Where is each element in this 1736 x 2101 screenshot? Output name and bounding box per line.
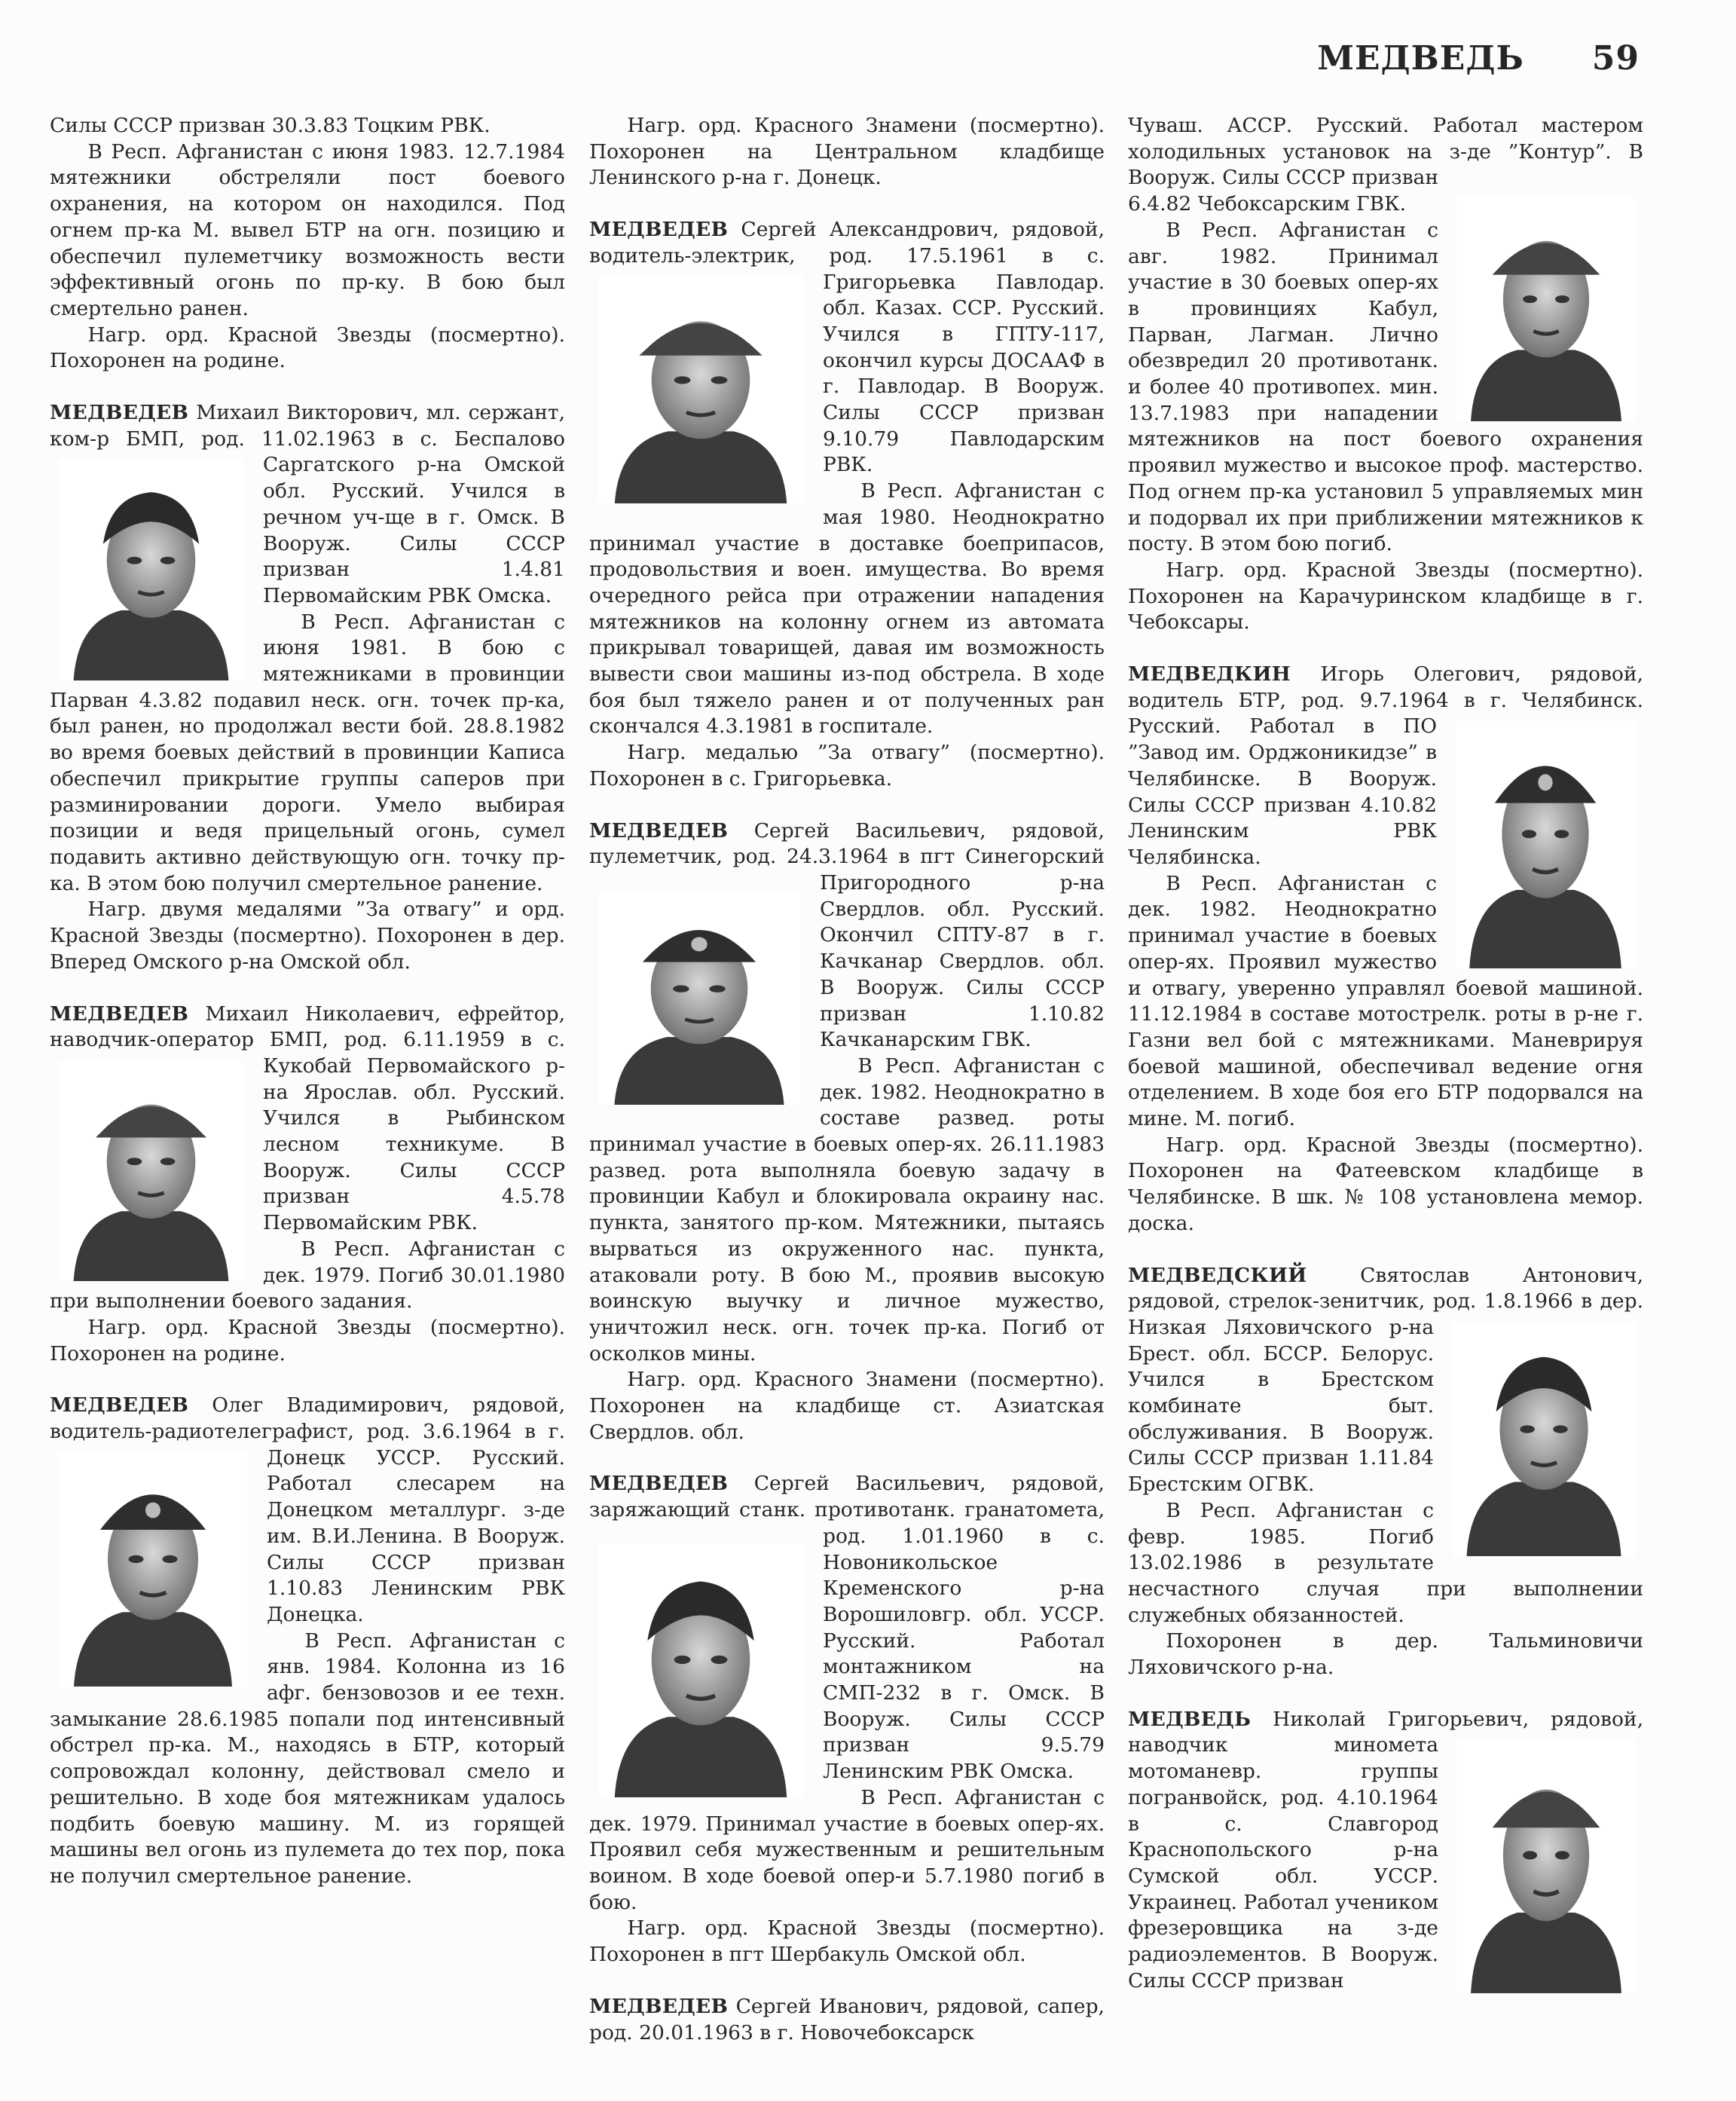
running-head-title: МЕДВЕДЬ [1317, 39, 1524, 78]
entry-intro-text: Святослав Антонович, рядовой, стрелок-зенитчик, род. 1.8.1966 в дер. Низкая Ляховичского р-на Брест. обл. БССР. Белорус. Учился в Брестском комбинате быт. обслуживания. В Вооруж. Силы СССР призван 1.11.84 Брестским ОГВК. [1128, 1263, 1643, 1497]
portrait-photo [1455, 720, 1636, 968]
entry-paragraph: Нагр. орд. Красной Звезды (посмертно). Похоронен на родине. [50, 1315, 565, 1365]
entry-surname: МЕДВЕДСКИЙ [1128, 1263, 1307, 1287]
entry-paragraph: Нагр. медалью ”За отвагу” (посмертно). Похоронен в с. Григорьевка. [589, 741, 1105, 791]
column-3 [1128, 113, 1643, 2020]
entry-paragraph: В Респ. Афганистан с янв. 1984. Колонна из 16 афг. бензовозов и ее техн. замыкание 28.6.1985 попали под интенсивный обстрел пр-ка. М., находясь в БТР, который сопровождал колонну, действовал смело и решительно. В ходе боя мятежникам удалось подбить боевую машину. М. из горящей машины вел огонь из пулемета до тех пор, пока не получил смертельное ранение. [50, 1629, 565, 1888]
biography-entry [50, 1393, 565, 1889]
biography-entry-continuation [1128, 113, 1643, 636]
entry-paragraph: Нагр. орд. Красной Звезды (посмертно). Похоронен на родине. [50, 323, 565, 373]
entry-intro-text: Михаил Николаевич, ефрейтор, наводчик-оператор БМП, род. 6.11.1959 в с. Кукобай Первомайского р-на Ярослав. обл. Русский. Учился в Рыбинском лесном техникуме. В Вооруж. Силы СССР призван 4.5.78 Первомайским РВК. [50, 1002, 565, 1235]
biography-entry-continuation [50, 113, 565, 375]
entry-surname: МЕДВЕДЕВ [50, 401, 189, 425]
entry-surname: МЕДВЕДКИН [1128, 662, 1291, 687]
entry-paragraph: В Респ. Афганистан с дек. 1979. Принимал участие в боевых опер-ях. Проявил себя мужественным и решительным воином. В ходе боевой опер-и 5.7.1980 погиб в бою. [589, 1785, 1105, 1914]
portrait-photo [598, 1543, 803, 1797]
entry-paragraph: В Респ. Афганистан с июня 1983. 12.7.1984 мятежники обстреляли пост боевого охранения, на котором он находился. Под огнем пр-ка М. вывел БТР на огн. позицию и обеспечил пулеметчику возможность вести эффективный огонь по пр-ку. В бою был смертельно ранен. [50, 139, 565, 320]
entry-paragraph: Нагр. орд. Красного Знамени (посмертно). Похоронен на кладбище ст. Азиатская Свердлов. обл. [589, 1368, 1105, 1444]
portrait-photo [59, 459, 243, 680]
entry-surname: МЕДВЕДЕВ [589, 218, 729, 242]
entry-intro-text: Николай Григорьевич, рядовой, наводчик миномета мотоманевр. группы погранвойск, род. 4.10.1964 в с. Славгород Краснопольского р-на Сумской обл. УССР. Украинец. Работал учеником фрезеровщика на з-де радиоэлементов. В Вооруж. Силы СССР призван [1128, 1707, 1643, 1992]
biography-entry [50, 1002, 565, 1368]
column-2 [589, 113, 1105, 2072]
portrait-photo [59, 1060, 243, 1281]
portrait-photo [1456, 196, 1636, 421]
entry-intro [589, 1994, 1105, 2046]
entry-paragraph: Силы СССР призван 30.3.83 Тоцким РВК. [50, 114, 491, 137]
entry-paragraph: В Респ. Афганистан с дек. 1982. Неоднократно в составе развед. роты принимал участие в боевых опер-ях. 26.11.1983 развед. рота выполняла боевую задачу в провинции Кабул и блокировала окраину нас. пункта, занятого пр-ком. Мятежники, пытаясь вырваться из окруженного нас. пункта, атаковали роту. В бою М., проявив высокую воинскую выучку и личное мужество, уничтожил неск. огн. точек пр-ка. Погиб от осколков мины. [589, 1054, 1105, 1365]
entry-paragraph: Нагр. орд. Красного Знамени (посмертно). Похоронен на Центральном кладбище Ленинского р-на г. Донецк. [589, 114, 1105, 190]
portrait-photo [598, 891, 800, 1105]
portrait-photo [598, 276, 803, 503]
portrait-photo [1452, 1322, 1636, 1556]
biography-entry [50, 400, 565, 975]
entry-paragraph: Чуваш. АССР. Русский. Работал мастером холодильных установок на з-де ”Контур”. В Вооруж. Силы СССР призван 6.4.82 Чебоксарским ГВК. [1128, 114, 1643, 216]
entry-intro-text: Сергей Александрович, рядовой, водитель-электрик, род. 17.5.1961 в с. Григорьевка Павлодар. обл. Казах. ССР. Русский. Учился в ГПТУ-117, окончил курсы ДОСААФ в г. Павлодар. В Вооруж. Силы СССР призван 9.10.79 Павлодарским РВК. [589, 218, 1105, 477]
entry-surname: МЕДВЕДЕВ [50, 1002, 189, 1026]
running-head [1317, 39, 1640, 78]
entry-surname: МЕДВЕДЕВ [589, 818, 729, 843]
entry-surname: МЕДВЕДЕВ [50, 1393, 189, 1417]
entry-paragraph: В Респ. Афганистан с дек. 1979. Погиб 30.01.1980 при выполнении боевого задания. [50, 1237, 565, 1314]
portrait-photo [59, 1451, 247, 1687]
biography-entry [589, 818, 1105, 1446]
entry-intro-text: Михаил Викторович, мл. сержант, ком-р БМП, род. 11.02.1963 в с. Беспалово Саргатского р-на Омской обл. Русский. Учился в речном уч-ще в г. Омск. В Вооруж. Силы СССР призван 1.4.81 Первомайским РВК Омска. [50, 401, 565, 607]
entry-paragraph: Нагр. орд. Красной Звезды (посмертно). Похоронен на Фатеевском кладбище в Челябинске. В шк. № 108 установлена мемор. доска. [1128, 1133, 1643, 1235]
entry-intro-text: Игорь Олегович, рядовой, водитель БТР, род. 9.7.1964 в г. Челябинск. Русский. Работал в ПО ”Завод им. Орджоникидзе” в Челябинске. В Вооруж. Силы СССР призван 4.10.82 Ленинским РВК Челябинска. [1128, 662, 1643, 869]
entry-intro-text: Сергей Иванович, рядовой, сапер, род. 20.01.1963 в г. Новочебоксарск [589, 1994, 1105, 2044]
entry-paragraph: Нагр. орд. Красной Звезды (посмертно). Похоронен на Карачуринском кладбище в г. Чебоксары. [1128, 558, 1643, 635]
entry-paragraph: Нагр. орд. Красной Звезды (посмертно). Похоронен в пгт Шербакуль Омской обл. [589, 1916, 1105, 1967]
entry-paragraph: Нагр. двумя медалями ”За отвагу” и орд. Красной Звезды (посмертно). Похоронен в дер. Вперед Омского р-на Омской обл. [50, 898, 565, 974]
entry-paragraph: В Респ. Афганистан с мая 1980. Неоднократно принимал участие в доставке боеприпасов, продовольствия и воен. имущества. Во время очередного рейса при отражении нападения мятежников на колонну огнем из автомата прикрывал товарищей, давая им возможность вывести свои машины из-под обстрела. В ходе боя был тяжело ранен и от полученных ран скончался 4.3.1981 в госпитале. [589, 479, 1105, 739]
entry-paragraph: В Респ. Афганистан с июня 1981. В бою с мятежниками в провинции Парван 4.3.82 подавил неск. огн. точек пр-ка, был ранен, но продолжал вести бой. 28.8.1982 во время боевых действий в провинции Каписа обеспечил прикрытие группы саперов при разминировании дороги. Умело выбирая позиции и ведя прицельный огонь, сумел подавить активно действующую огн. точку пр-ка. В этом бою получил смертельное ранение. [50, 610, 565, 895]
entry-surname: МЕДВЕДЕВ [589, 1472, 729, 1496]
entry-intro-text: Сергей Васильевич, рядовой, заряжающий станк. противотанк. гранатомета, род. 1.01.1960 в с. Новоникольское Кременского р-на Ворошиловгр. обл. УССР. Русский. Работал монтажником на СМП-232 в г. Омск. В Вооруж. Силы СССР призван 9.5.79 Ленинским РВК Омска. [589, 1472, 1105, 1784]
biography-entry [1128, 1707, 1643, 1995]
column-1 [50, 113, 565, 1916]
entry-paragraph: В Респ. Афганистан с февр. 1985. Погиб 13.02.1986 в результате несчастного случая при выполнении служебных обязанностей. [1128, 1498, 1643, 1627]
biography-entry [1128, 1263, 1643, 1681]
entry-surname: МЕДВЕДЬ [1128, 1707, 1252, 1731]
entry-paragraph: Похоронен в дер. Тальминовичи Ляховичского р-на. [1128, 1629, 1643, 1680]
biography-entry-continuation [589, 113, 1105, 191]
biography-entry [1128, 662, 1643, 1237]
entry-intro-text: Сергей Васильевич, рядовой, пулеметчик, род. 24.3.1964 в пгт Синегорский Пригородного р-на Свердлов. обл. Русский. Окончил СПТУ-87 в г. Качканар Свердлов. обл. В Вооруж. Силы СССР призван 1.10.82 Качканарским ГВК. [589, 818, 1105, 1052]
biography-entry [589, 217, 1105, 792]
biography-entry [589, 1471, 1105, 1968]
biography-entry [589, 1994, 1105, 2046]
entry-paragraph: В Респ. Афганистан с дек. 1982. Неоднократно принимал участие в боевых опер-ях. Проявил мужество и отвагу, уверенно управлял боевой машиной. 11.12.1984 в составе мотострелк. роты в р-не г. Газни вел бой с мятежниками. Маневрируя боевой машиной, обеспечивал ведение огня отделением. В ходе боя его БТР подорвался на мине. М. погиб. [1128, 871, 1643, 1131]
page-number: 59 [1591, 39, 1640, 78]
entry-surname: МЕДВЕДЕВ [589, 1994, 729, 2018]
entry-intro-text: Олег Владимирович, рядовой, водитель-радиотелеграфист, род. 3.6.1964 в г. Донецк УССР. Русский. Работал слесарем на Донецком металлург. з-де им. В.И.Ленина. В Вооруж. Силы СССР призван 1.10.83 Ленинским РВК Донецка. [50, 1393, 565, 1626]
entry-paragraph: В Респ. Афганистан с авг. 1982. Принимал участие в 30 боевых опер-ях в провинциях Кабул, Парван, Лагман. Лично обезвредил 20 противотанк. и более 40 противопех. мин. 13.7.1983 при нападении мятежников на пост боевого охранения проявил мужество и высокое проф. мастерство. Под огнем пр-ка установил 5 управляемых мин и подорвал их при приближении мятежников к посту. В этом бою погиб. [1128, 218, 1643, 556]
portrait-photo [1456, 1739, 1636, 1993]
